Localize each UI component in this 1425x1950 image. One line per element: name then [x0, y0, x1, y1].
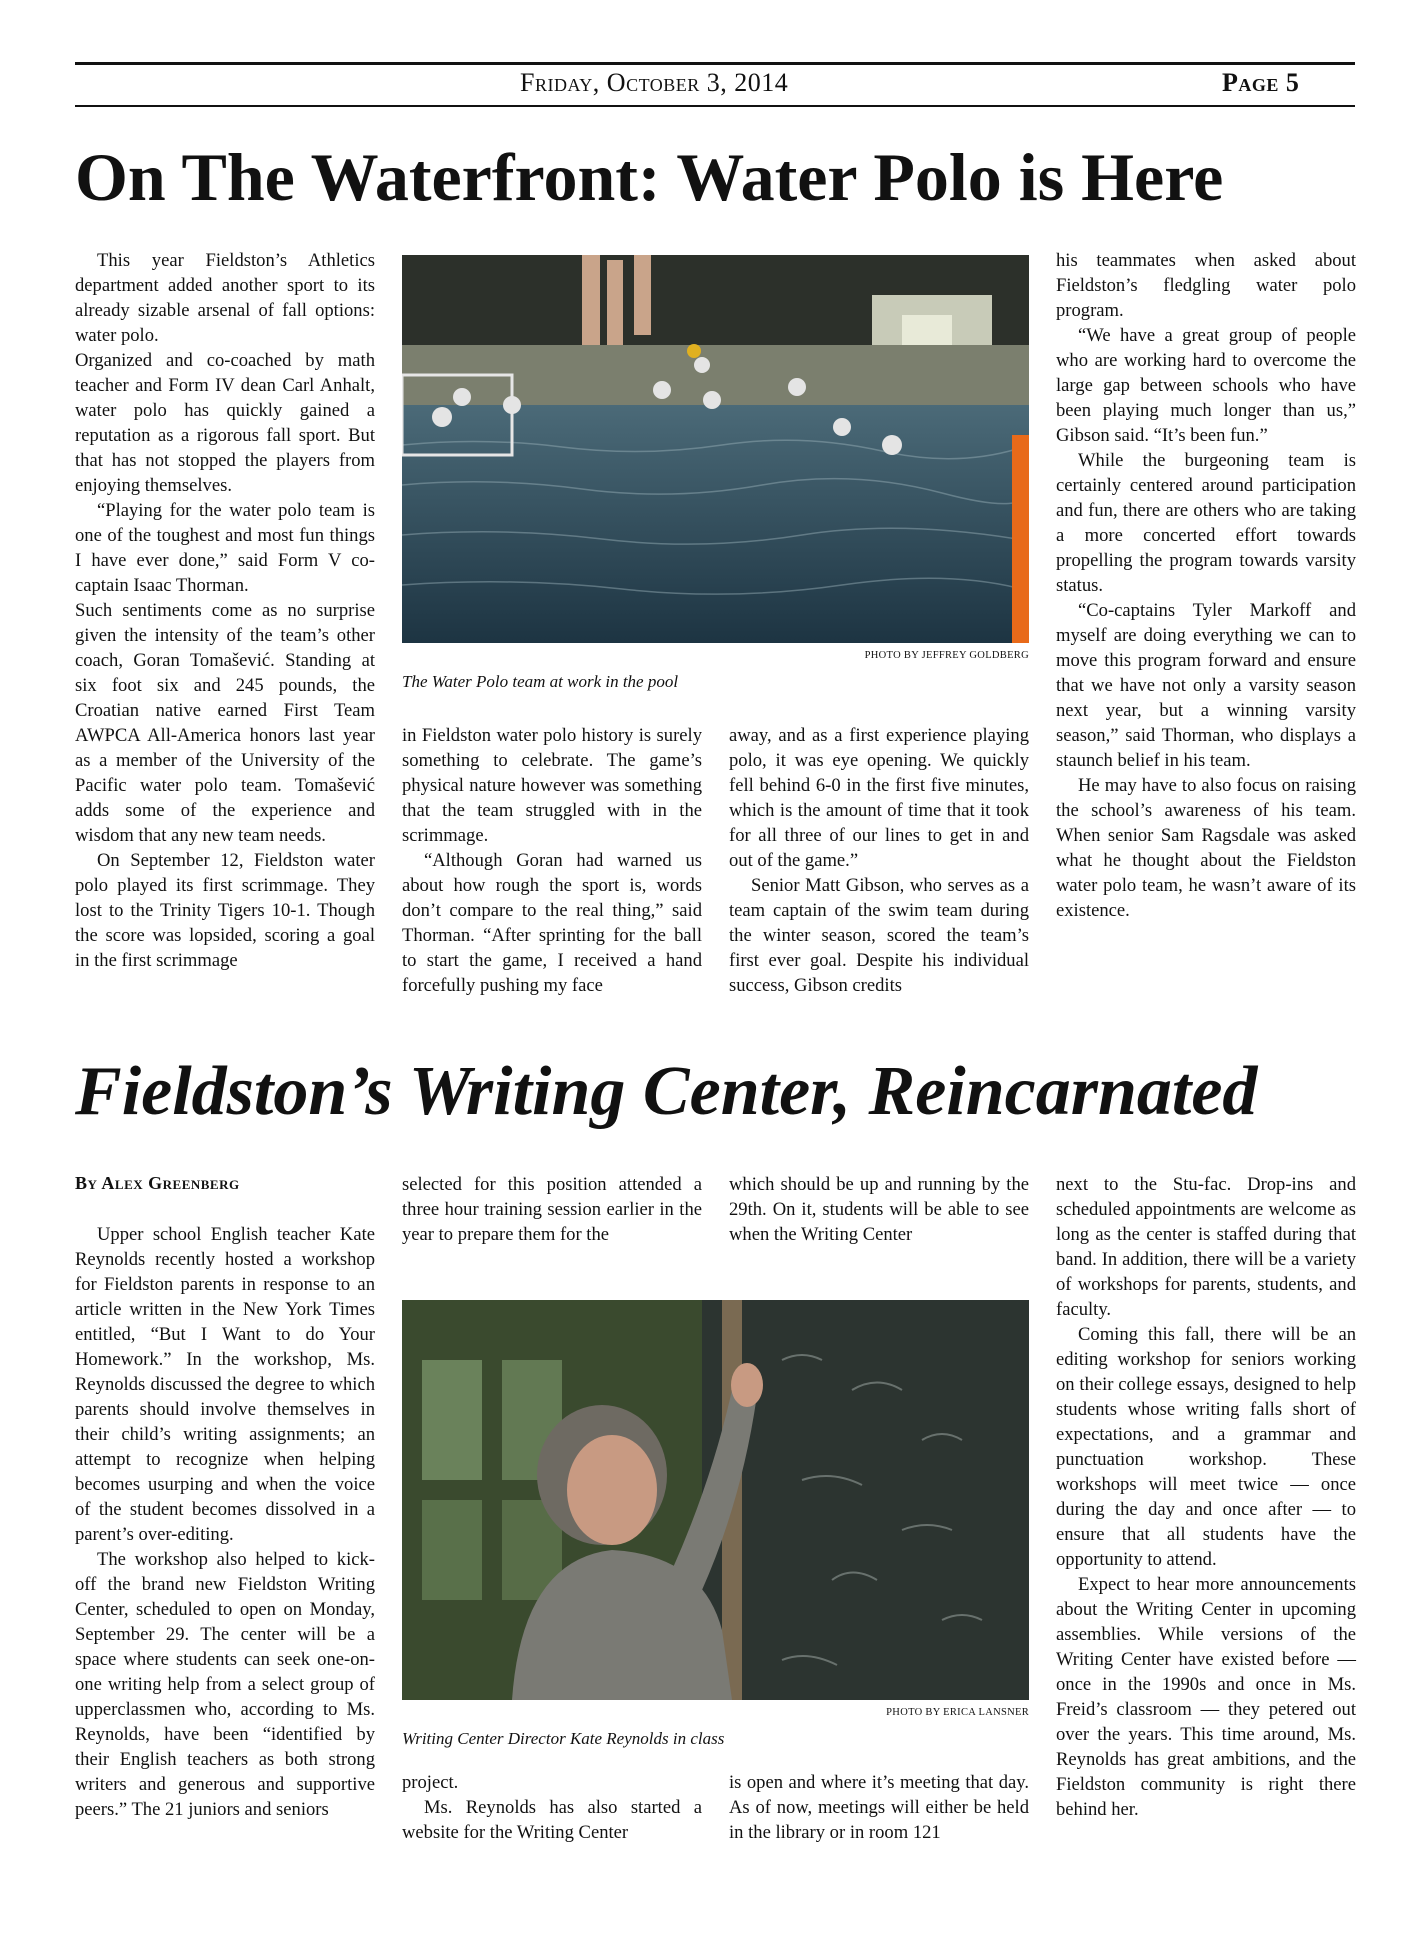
article-column [402, 723, 702, 998]
paragraph: Upper school English teacher Kate Reynolds recently hosted a workshop for Fieldston parents in response to an article written in the New York Times entitled, “But I Want to do Your Homework.” In the workshop, Ms. Reynolds discussed the degree to which parents should involve themselves in their child’s writing assignments; an attempt to recognize when helping becomes usurping and when the voice of the student becomes dissolved in a parent’s over-editing. [75, 1224, 375, 1545]
paragraph: away, and as a first experience playing polo, it was eye opening. We quickly fell behind 6-0 in the first five minutes, which is the amount of time that it took for all three of our lines to get in and out of the game.” [729, 725, 1029, 871]
paragraph: Senior Matt Gibson, who serves as a team captain of the swim team during the winter season, scored the team’s first ever goal. Despite his individual success, Gibson credits [729, 875, 1029, 996]
paragraph: “Although Goran had warned us about how rough the sport is, words don’t compare to the real thing,” said Thorman. “After sprinting for the ball to start the game, I received a hand forcefully pushing my face [402, 850, 702, 996]
paragraph: Organized and co-coached by math teacher and Form IV dean Carl Anhalt, water polo has quickly gained a reputation as a rigorous fall sport. But that has not stopped the players from enjoying themselves. [75, 350, 375, 496]
paragraph: He may have to also focus on raising the school’s awareness of his team. When senior Sam Ragsdale was asked what he thought about the Fieldston water polo team, he wasn’t aware of its existence. [1056, 775, 1356, 921]
classroom-image [402, 1300, 1029, 1700]
paragraph: next to the Stu-fac. Drop-ins and scheduled appointments are welcome as long as the center is staffed during that band. In addition, there will be a variety of workshops for parents, students, and faculty. [1056, 1174, 1356, 1320]
paragraph: selected for this position attended a three hour training session earlier in the year to prepare them for the [402, 1174, 702, 1245]
header-bottom-rule [75, 105, 1355, 107]
pool-image [402, 255, 1029, 643]
article-column [402, 1172, 702, 1247]
paragraph: project. [402, 1772, 459, 1793]
paragraph: While the burgeoning team is certainly centered around participation and fun, there are others who are taking a more concerted effort towards propelling the program towards varsity status. [1056, 450, 1356, 596]
article-column [1056, 1172, 1356, 1822]
photo-caption: Writing Center Director Kate Reynolds in class [402, 1729, 725, 1748]
paragraph: “Playing for the water polo team is one of the toughest and most fun things I have ever done,” said Form V co-captain Isaac Thorman. [75, 500, 375, 596]
paragraph: The workshop also helped to kick-off the brand new Fieldston Writing Center, scheduled to open on Monday, September 29. The center will be a space where students can seek one-on-one writing help from a select group of upperclassmen who, according to Ms. Reynolds, have been “identified by their English teachers as both strong writers and generous and supportive peers.” The 21 juniors and seniors [75, 1549, 375, 1820]
article-column [1056, 248, 1356, 923]
paragraph: “We have a great group of people who are working hard to overcome the large gap between schools who have been playing much longer than us,” Gibson said. “It’s been fun.” [1056, 325, 1356, 446]
paragraph: his teammates when asked about Fieldston’s fledgling water polo program. [1056, 250, 1356, 321]
article-headline: On The Waterfront: Water Polo is Here [75, 139, 1224, 215]
photo-credit: PHOTO BY JEFFREY GOLDBERG [864, 650, 1029, 661]
paragraph: Expect to hear more announcements about the Writing Center in upcoming assemblies. While versions of the Writing Center have existed before — once in the 1990s and once in Ms. Freid’s classroom — they petered out over the years. This time around, Ms. Reynolds has great ambitions, and the Fieldston community is right there behind her. [1056, 1574, 1356, 1820]
photo-caption: The Water Polo team at work in the pool [402, 672, 679, 691]
paragraph: in Fieldston water polo history is surely something to celebrate. The game’s physical nature however was something that the team struggled with in the scrimmage. [402, 725, 702, 846]
writing-center-photo [402, 1300, 1029, 1700]
article-column [402, 1770, 702, 1845]
paragraph: Ms. Reynolds has also started a website for the Writing Center [402, 1797, 702, 1843]
paragraph: Such sentiments come as no surprise given the intensity of the team’s other coach, Goran Tomašević. Standing at six foot six and 245 pounds, the Croatian native earned First Team AWPCA All-America honors last year as a member of the University of the Pacific water polo team. Tomašević adds some of the experience and wisdom that any new team needs. [75, 600, 375, 846]
article-column [75, 1222, 375, 1822]
header-top-rule [75, 62, 1355, 65]
article-column [729, 1770, 1029, 1845]
page-number: Page 5 [1222, 68, 1300, 97]
article-headline: Fieldston’s Writing Center, Reincarnated [75, 1053, 1258, 1130]
article-column [729, 1172, 1029, 1247]
photo-credit: PHOTO BY ERICA LANSNER [886, 1707, 1029, 1718]
water-polo-photo [402, 255, 1029, 643]
article-column [729, 723, 1029, 998]
issue-date: Friday, October 3, 2014 [520, 68, 789, 97]
byline: By Alex Greenberg [75, 1173, 240, 1193]
paragraph: which should be up and running by the 29th. On it, students will be able to see when the Writing Center [729, 1174, 1029, 1245]
paragraph: “Co-captains Tyler Markoff and myself are doing everything we can to move this program forward and ensure that we have not only a varsity season next year, but a winning varsity season,” said Thorman, who displays a staunch belief in his team. [1056, 600, 1356, 771]
article-column [75, 248, 375, 973]
paragraph: On September 12, Fieldston water polo played its first scrimmage. They lost to the Trinity Tigers 10-1. Though the score was lopsided, scoring a goal in the first scrimmage [75, 850, 375, 971]
paragraph: is open and where it’s meeting that day. As of now, meetings will either be held in the library or in room 121 [729, 1772, 1029, 1843]
paragraph: Coming this fall, there will be an editing workshop for seniors working on their college essays, designed to help students whose writing falls short of expectations, and a grammar and punctuation workshop. These workshops will meet twice — once during the day and once after — to ensure that all students have the opportunity to attend. [1056, 1324, 1356, 1570]
paragraph: This year Fieldston’s Athletics department added another sport to its already sizable arsenal of fall options: water polo. [75, 250, 375, 346]
